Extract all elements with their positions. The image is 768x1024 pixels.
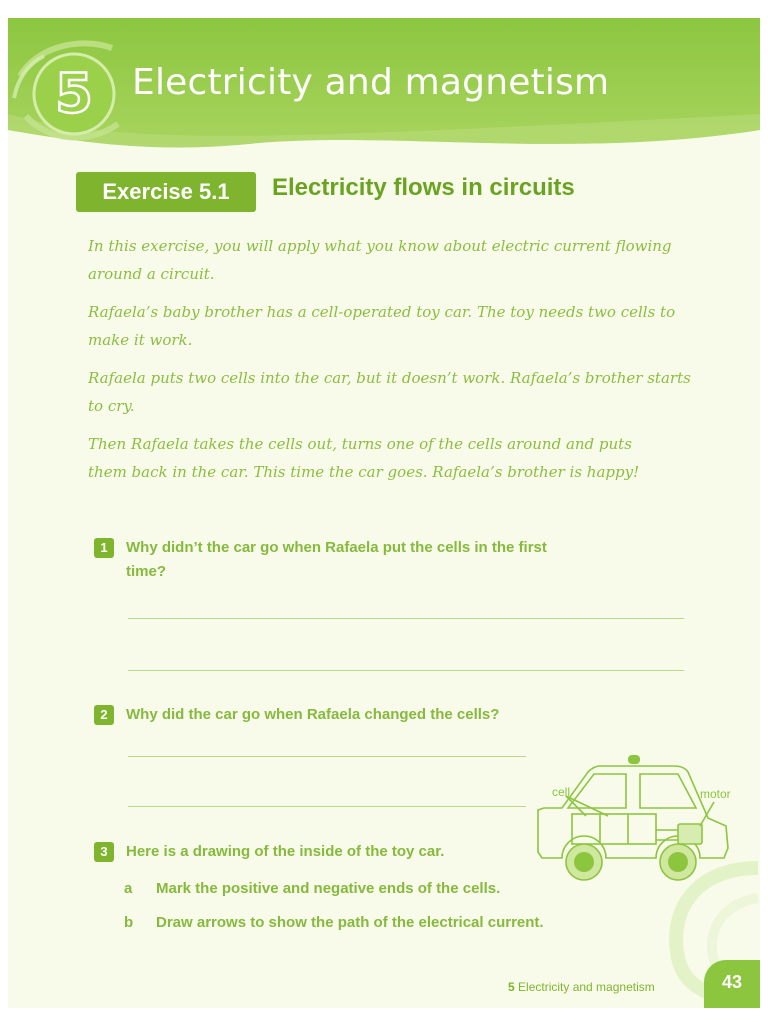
cell-label: cell bbox=[552, 785, 571, 799]
question-3-text: Here is a drawing of the inside of the toy car. bbox=[126, 843, 445, 860]
question-2-text: Why did the car go when Rafaela changed the cells? bbox=[126, 706, 500, 723]
exercise-title: Electricity flows in circuits bbox=[272, 174, 575, 201]
answer-line[interactable] bbox=[128, 618, 684, 619]
workbook-page bbox=[8, 18, 760, 1008]
exercise-badge: Exercise 5.1 bbox=[76, 172, 256, 212]
page-number: 43 bbox=[721, 972, 743, 992]
sub-question-b-text: Draw arrows to show the path of the electrical current. bbox=[156, 914, 544, 931]
rear-window bbox=[640, 774, 696, 808]
footer-chapter-title: Electricity and magnetism bbox=[518, 980, 655, 994]
sub-question-a-letter: a bbox=[124, 880, 133, 897]
page-number-tab bbox=[704, 960, 760, 1008]
intro-paragraph: Then Rafaela takes the cells out, turns one of the cells around and puts them back in the car. This time the car goes. Rafaela’s brother is happy! bbox=[88, 435, 640, 481]
front-window bbox=[568, 774, 626, 808]
question-number-1: 1 bbox=[94, 538, 114, 558]
footer-chapter-number: 5 bbox=[508, 980, 515, 994]
chapter-number: 5 bbox=[55, 62, 93, 125]
question-number-3: 3 bbox=[94, 842, 114, 862]
answer-line[interactable] bbox=[128, 806, 526, 807]
question-1-text: Why didn’t the car go when Rafaela put the cells in the first time? bbox=[126, 539, 547, 580]
question-number-2: 2 bbox=[94, 705, 114, 725]
wheel-icon bbox=[566, 844, 602, 880]
answer-line[interactable] bbox=[128, 670, 684, 671]
sub-question-a-text: Mark the positive and negative ends of the cells. bbox=[156, 880, 501, 897]
intro-paragraph: In this exercise, you will apply what you know about electric current flowing around a circuit. bbox=[88, 237, 672, 283]
chapter-title: Electricity and magnetism bbox=[132, 62, 610, 103]
motor-box bbox=[678, 824, 702, 844]
motor-label: motor bbox=[700, 787, 731, 801]
sub-question-b-letter: b bbox=[124, 914, 134, 931]
intro-paragraph: Rafaela puts two cells into the car, but it doesn’t work. Rafaela’s brother starts to cry. bbox=[88, 369, 691, 415]
answer-line[interactable] bbox=[128, 756, 526, 757]
siren-light bbox=[628, 755, 640, 764]
intro-paragraph: Rafaela’s baby brother has a cell-operated toy car. The toy needs two cells to make it work. bbox=[88, 303, 676, 349]
cell-box bbox=[572, 814, 656, 844]
footer-running-title bbox=[508, 980, 655, 994]
